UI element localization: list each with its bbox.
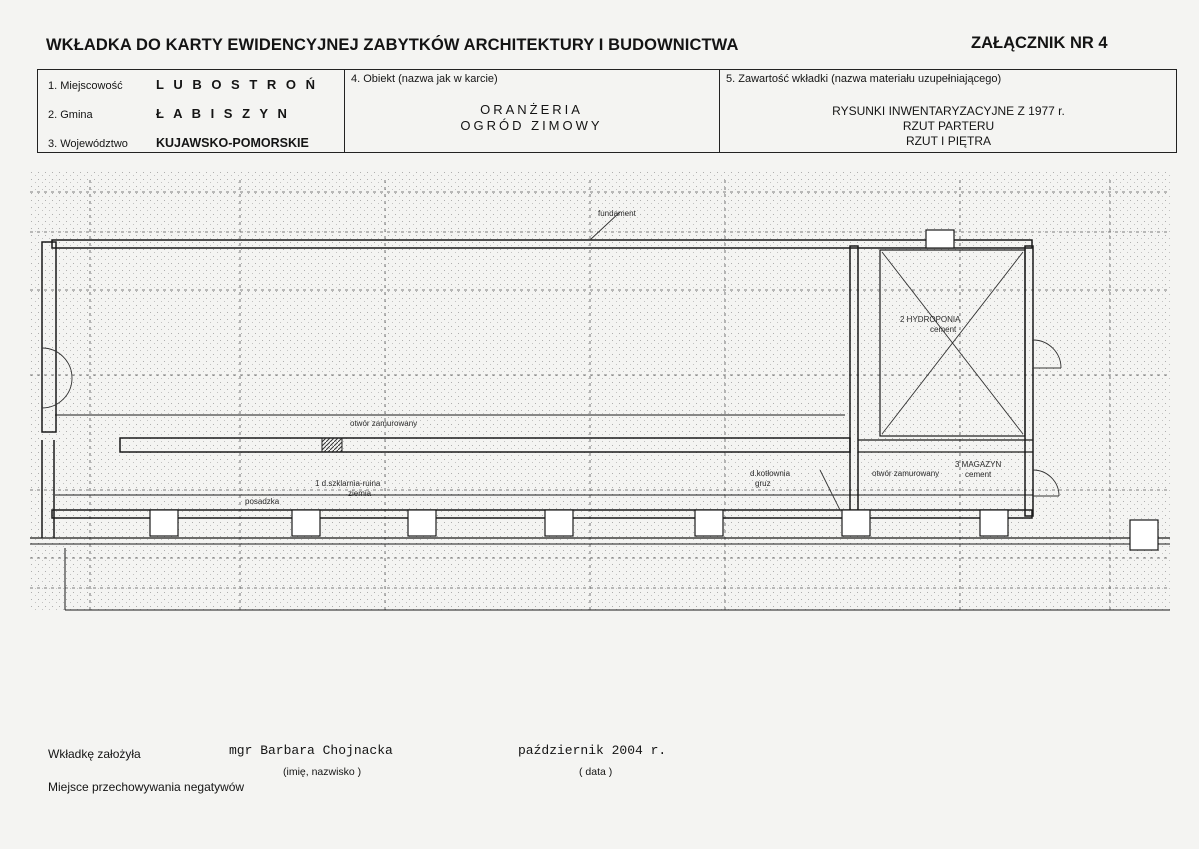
- hydroponics-floor: cement: [930, 325, 957, 334]
- author-caption: (imię, nazwisko ): [283, 766, 362, 778]
- fundament-label: fundament: [598, 209, 636, 218]
- voivodeship-value: KUJAWSKO-POMORSKIE: [156, 136, 309, 150]
- object-line-2: OGRÓD ZIMOWY: [460, 118, 603, 133]
- hydroponics-label: 2 HYDROPONIA: [900, 315, 961, 324]
- date-value: październik 2004 r.: [518, 743, 667, 758]
- date-caption: ( data ): [579, 766, 613, 778]
- object-line-1: ORANŻERIA: [480, 102, 583, 117]
- content-line-1: RYSUNKI INWENTARYZACYJNE Z 1977 r.: [832, 104, 1065, 118]
- walled-opening-label: otwór zamurowany: [350, 419, 418, 428]
- walled-opening-label-2: otwór zamurowany: [872, 469, 940, 478]
- boiler-floor: gruz: [755, 479, 771, 488]
- locality-value: L U B O S T R O Ń: [156, 77, 318, 92]
- object-label: 4. Obiekt (nazwa jak w karcie): [351, 73, 498, 85]
- content-label: 5. Zawartość wkładki (nazwa materiału uzupełniającego): [726, 73, 1002, 85]
- content-line-2: RZUT PARTERU: [902, 119, 995, 133]
- sill-label: posadzka: [245, 497, 280, 506]
- author-name: mgr Barbara Chojnacka: [229, 743, 393, 758]
- greenhouse-floor: ziemia: [348, 489, 372, 498]
- warehouse-label: 3 MAGAZYN: [955, 460, 1002, 469]
- floor-plan-drawing: [30, 170, 1170, 620]
- greenhouse-label: 1 d.szklarnia-ruina: [315, 479, 381, 488]
- warehouse-floor: cement: [965, 470, 992, 479]
- attachment-number: ZAŁĄCZNIK NR 4: [971, 34, 1108, 52]
- created-by-label: Wkładkę założyła: [48, 747, 141, 761]
- content-description: [719, 104, 1178, 149]
- page-title: WKŁADKA DO KARTY EWIDENCYJNEJ ZABYTKÓW ARCHITEKTURY I BUDOWNICTWA: [46, 36, 739, 54]
- boiler-label: d.kotłownia: [750, 469, 791, 478]
- voivodeship-label: 3. Województwo: [48, 138, 128, 150]
- locality-label: 1. Miejscowość: [48, 80, 123, 92]
- content-line-3: RZUT I PIĘTRA: [905, 134, 992, 148]
- negatives-location-label: Miejsce przechowywania negatywów: [48, 780, 245, 794]
- commune-value: Ł A B I S Z Y N: [156, 106, 290, 121]
- object-name: [344, 102, 719, 134]
- header-form: [37, 69, 1177, 153]
- commune-label: 2. Gmina: [48, 109, 93, 121]
